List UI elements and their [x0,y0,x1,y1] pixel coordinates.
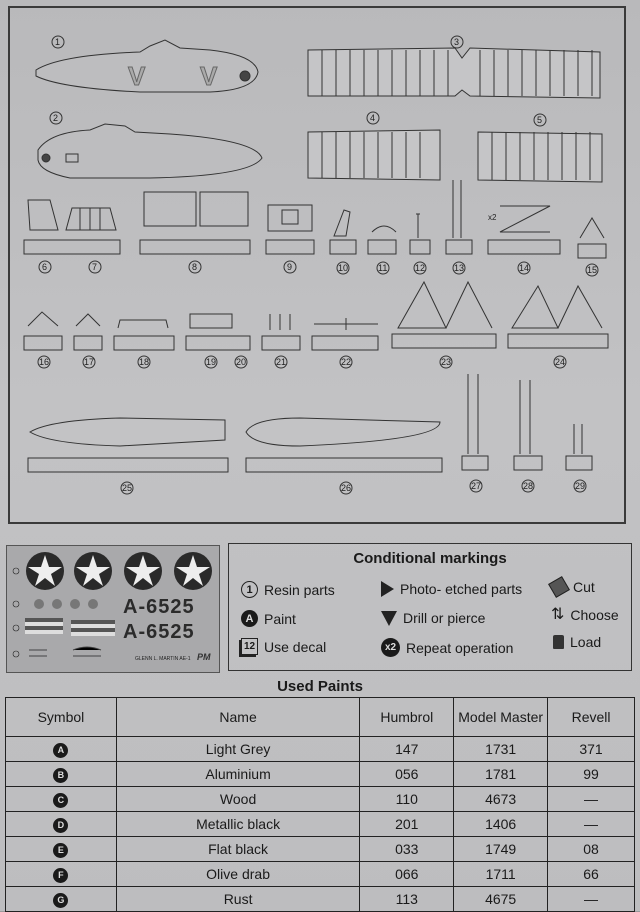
callout-3 [451,36,463,48]
legend-repeat [381,638,513,657]
header-symbol: Symbol [6,698,117,737]
svg-text:6: 6 [42,262,48,272]
paint-name: Wood [116,787,360,812]
legend-paint [241,610,296,627]
resin-parts-icon: 1 [241,581,258,598]
callout-2 [50,112,62,124]
callout-29 [574,480,586,492]
callout-18 [138,356,150,368]
legend-load [553,634,601,650]
paint-symbol-icon: F [53,868,68,883]
legend-photo-etched-label: Photo- etched parts [400,581,523,597]
paint-symbol-icon: G [53,893,68,908]
model-master-code: 4675 [454,887,548,912]
stencils [29,647,101,656]
legend-drill-label: Drill or pierce [403,610,486,626]
paint-name: Light Grey [116,737,360,762]
fuselage-marking-2: V [200,61,218,91]
svg-text:8: 8 [192,262,198,272]
header-humbrol: Humbrol [360,698,454,737]
load-icon [553,635,564,649]
paint-icon: A [241,610,258,627]
callout-21 [275,356,287,368]
svg-text:11: 11 [378,263,388,273]
svg-text:20: 20 [236,357,247,367]
paint-symbol-icon: B [53,768,68,783]
decal-sheet [6,545,220,673]
legend-cut [551,579,595,595]
svg-text:28: 28 [523,481,534,491]
paint-symbol-icon: A [53,743,68,758]
photo-etched-icon [381,581,394,597]
svg-text:29: 29 [575,481,586,491]
callout-22 [340,356,352,368]
svg-text:17: 17 [84,357,95,367]
table-row [6,812,635,837]
paint-symbol-icon: C [53,793,68,808]
paint-name: Flat black [116,837,360,862]
callout-20 [235,356,247,368]
callout-16 [38,356,50,368]
svg-text:19: 19 [206,357,217,367]
table-row [6,887,635,912]
rudder-stripes [25,618,115,636]
cut-icon [548,576,570,598]
svg-text:13: 13 [454,263,465,273]
callout-24 [554,356,566,368]
svg-text:14: 14 [519,263,530,273]
svg-text:15: 15 [587,265,598,275]
paint-symbol-icon: E [53,843,68,858]
paint-name: Rust [116,887,360,912]
star-insignia-row [26,552,212,590]
humbrol-code: 033 [360,837,454,862]
decal-code-top: A-6525 [123,596,195,618]
svg-text:26: 26 [341,483,352,493]
revell-code: — [548,787,635,812]
part-wing-lower-left [308,130,440,180]
choose-icon: ⇅ [551,606,565,623]
parts-row-1 [24,180,606,258]
small-roundels [34,599,98,609]
revell-code: 08 [548,837,635,862]
svg-text:4: 4 [370,113,376,123]
callout-25 [121,482,133,494]
callout-9 [284,261,296,273]
svg-text:16: 16 [39,357,50,367]
part-wing-lower-right [478,132,602,182]
callout-19 [205,356,217,368]
svg-text:24: 24 [555,357,566,367]
humbrol-code: 110 [360,787,454,812]
header-name: Name [116,698,360,737]
callout-28 [522,480,534,492]
svg-text:5: 5 [537,115,543,125]
callout-17 [83,356,95,368]
svg-text:12: 12 [415,263,426,273]
model-master-code: 1406 [454,812,548,837]
model-master-code: 1731 [454,737,548,762]
svg-text:18: 18 [139,357,150,367]
revell-code: 371 [548,737,635,762]
svg-text:23: 23 [441,357,452,367]
svg-text:21: 21 [276,357,287,367]
revell-code: — [548,887,635,912]
decal-numbers [13,568,19,657]
conditional-markings-legend [228,543,632,671]
table-row [6,787,635,812]
legend-resin [241,581,335,598]
decal-icon: 12 [241,638,258,655]
svg-text:25: 25 [122,483,133,493]
legend-photo-etched [381,581,522,597]
revell-code: — [548,812,635,837]
humbrol-code: 147 [360,737,454,762]
svg-text:22: 22 [341,357,352,367]
humbrol-code: 056 [360,762,454,787]
revell-code: 99 [548,762,635,787]
callout-13 [453,262,465,274]
svg-text:2: 2 [53,113,59,123]
table-row [6,837,635,862]
callout-26 [340,482,352,494]
table-row [6,862,635,887]
legend-title: Conditional markings [353,550,507,567]
callout-14 [518,262,530,274]
revell-code: 66 [548,862,635,887]
paint-name: Metallic black [116,812,360,837]
svg-text:10: 10 [338,263,349,273]
callout-7 [89,261,101,273]
paints-header-row [6,698,635,737]
svg-text:7: 7 [92,262,98,272]
model-master-code: 1711 [454,862,548,887]
repeat-badge: x2 [488,213,497,222]
callout-1 [52,36,64,48]
part-wing-upper [308,48,600,98]
model-master-code: 1749 [454,837,548,862]
callout-15 [586,264,598,276]
callout-10 [337,262,349,274]
svg-text:1: 1 [55,37,61,47]
paint-name: Aluminium [116,762,360,787]
humbrol-code: 201 [360,812,454,837]
parts-row-3 [28,374,592,472]
humbrol-code: 113 [360,887,454,912]
svg-text:9: 9 [287,262,293,272]
drill-icon [381,611,397,626]
humbrol-code: 066 [360,862,454,887]
callout-23 [440,356,452,368]
header-revell: Revell [548,698,635,737]
paint-name: Olive drab [116,862,360,887]
callout-8 [189,261,201,273]
paints-table [5,697,635,912]
part-fuselage-left [36,40,258,92]
paint-symbol-icon: D [53,818,68,833]
parts-row-2 [24,282,608,350]
legend-repeat-label: Repeat operation [406,639,514,656]
legend-cut-label: Cut [573,579,595,595]
maker-logo: PM [197,652,211,662]
model-master-code: 4673 [454,787,548,812]
callout-11 [377,262,389,274]
callout-12 [414,262,426,274]
decal-code-bottom: A-6525 [123,621,195,643]
callout-4 [367,112,379,124]
svg-text:27: 27 [471,481,482,491]
used-paints-title: Used Paints [277,678,363,695]
model-master-code: 1781 [454,762,548,787]
callout-5 [534,114,546,126]
part-fuselage-right [38,124,262,178]
table-row [6,737,635,762]
legend-choose-label: Choose [570,607,619,623]
decal-caption: GLENN L. MARTIN AE-1 [135,656,191,662]
table-row [6,762,635,787]
legend-decal [241,638,326,655]
legend-drill [381,610,485,626]
legend-paint-label: Paint [264,610,296,627]
legend-decal-label: Use decal [264,638,327,655]
callout-27 [470,480,482,492]
legend-choose [551,607,619,623]
header-model-master: Model Master [454,698,548,737]
callout-6 [39,261,51,273]
svg-text:3: 3 [454,37,460,47]
repeat-icon: x2 [381,638,400,657]
legend-load-label: Load [570,634,602,650]
legend-resin-label: Resin parts [264,581,335,598]
fuselage-marking-1: V [128,61,146,91]
